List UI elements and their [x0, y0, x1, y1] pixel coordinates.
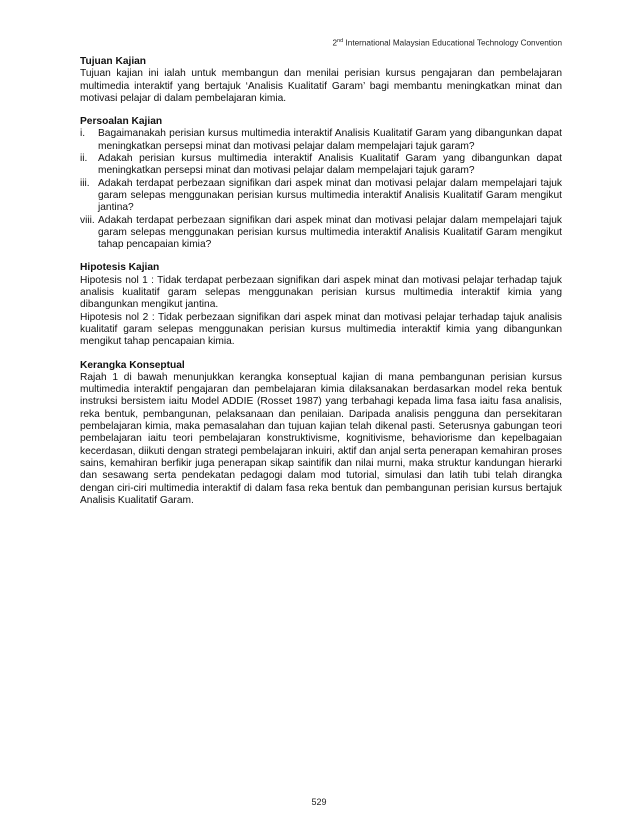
list-item-number: viii.: [80, 214, 95, 226]
list-item: [80, 153, 562, 178]
section-heading: Kerangka Konseptual: [80, 359, 185, 371]
section-persoalan-kajian: [80, 116, 562, 251]
hypothesis-2: Hipotesis nol 2 : Tidak perbezaan signifikan dari aspek minat dan motivasi pelajar terhadap tajuk analisis kualitatif garam selepas menggunakan perisian kursus multimedia interaktif kimia yang dibangunkan mengikut tahap pencapaian kimia.: [80, 311, 562, 348]
list-item-number: ii.: [80, 153, 88, 165]
header-ordinal-suffix: nd: [337, 38, 344, 44]
question-list: [80, 128, 562, 251]
list-item: [80, 128, 562, 153]
page-content: [80, 56, 562, 518]
list-item-text: Bagaimanakah perisian kursus multimedia interaktif Analisis Kualitatif Garam yang dibangunkan dapat meningkatkan persepsi minat dan motivasi pelajar dalam mempelajari tajuk garam?: [98, 128, 562, 152]
section-paragraph: Tujuan kajian ini ialah untuk membangun dan menilai perisian kursus pengajaran dan pembelajaran multimedia interaktif yang bertajuk ‘Analisis Kualitatif Garam’ bagi membantu meningkatkan minat dan motivasi pelajar di dalam pembelajaran kimia.: [80, 68, 562, 104]
section-paragraph: Rajah 1 di bawah menunjukkan kerangka konseptual kajian di mana pembangunan perisian kursus multimedia interaktif pengajaran dan pembelajaran kimia dilaksanakan berdasarkan model reka bentuk instruksi bersistem iaitu Model ADDIE (Rosset 1987) yang terbahagi kepada lima fasa iaitu fasa analisis, reka bentuk, pembangunan, pelaksanaan dan penilaian. Daripada analisis pengguna dan persekitaran pembelajaran kimia, maka pemasalahan dan tujuan kajian telah dikenal pasti. Seterusnya gabungan teori pembelajaran iaitu teori pembelajaran konstruktivisme, kognitivisme, behaviorisme dan kepelbagaian kecerdasan, diikuti dengan strategi pembelajaran inkuiri, aktif dan anjal serta penerapan kemahiran proses sains, kemahiran berfikir juga penerapan sikap saintifik dan nilai murni, maka struktur kandungan hierarki dan sesawang serta pendekatan pedagogi dalam mod tutorial, simulasi dan latih tubi telah dirangka dengan ciri-ciri multimedia interaktif di dalam fasa reka bentuk dan pembangunan perisian kursus bertajuk Analisis Kualitatif Garam.: [80, 371, 562, 506]
section-kerangka-konseptual: [80, 360, 562, 508]
page-number: 529: [311, 797, 327, 807]
section-heading: Persoalan Kajian: [80, 116, 163, 128]
section-tujuan-kajian: [80, 56, 562, 105]
list-item-text: Adakah terdapat perbezaan signifikan dari aspek minat dan motivasi pelajar dalam mempelajari tajuk garam selepas menggunakan perisian kursus multimedia interaktif Analisis Kualitatif Garam mengikut tahap pencapaian kimia?: [98, 214, 562, 251]
section-heading: Hipotesis Kajian: [80, 262, 160, 274]
list-item: [80, 215, 562, 252]
hypothesis-1: Hipotesis nol 1 : Tidak terdapat perbezaan signifikan dari aspek minat dan motivasi pelajar terhadap tajuk analisis kualitatif garam selepas menggunakan perisian kursus multimedia interaktif kimia yang dibangunkan mengikut jantina.: [80, 274, 562, 311]
list-item-number: iii.: [80, 177, 90, 189]
section-hipotesis-kajian: [80, 262, 562, 348]
list-item: [80, 178, 562, 215]
list-item-text: Adakah perisian kursus multimedia interaktif Analisis Kualitatif Garam yang dibangunkan dapat meningkatkan persepsi minat dan motivasi pelajar dalam mempelajari tajuk garam?: [98, 153, 562, 177]
header-ordinal: 2: [332, 38, 338, 48]
header-title: International Malaysian Educational Technology Convention: [343, 38, 562, 48]
section-heading: Tujuan Kajian: [80, 56, 147, 67]
list-item-number: i.: [80, 128, 86, 140]
list-item-text: Adakah terdapat perbezaan signifikan dari aspek minat dan motivasi pelajar dalam mempelajari tajuk garam selepas menggunakan perisian kursus multimedia interaktif Analisis Kualitatif Garam mengikut jantina?: [98, 177, 562, 214]
running-header: [60, 38, 562, 48]
